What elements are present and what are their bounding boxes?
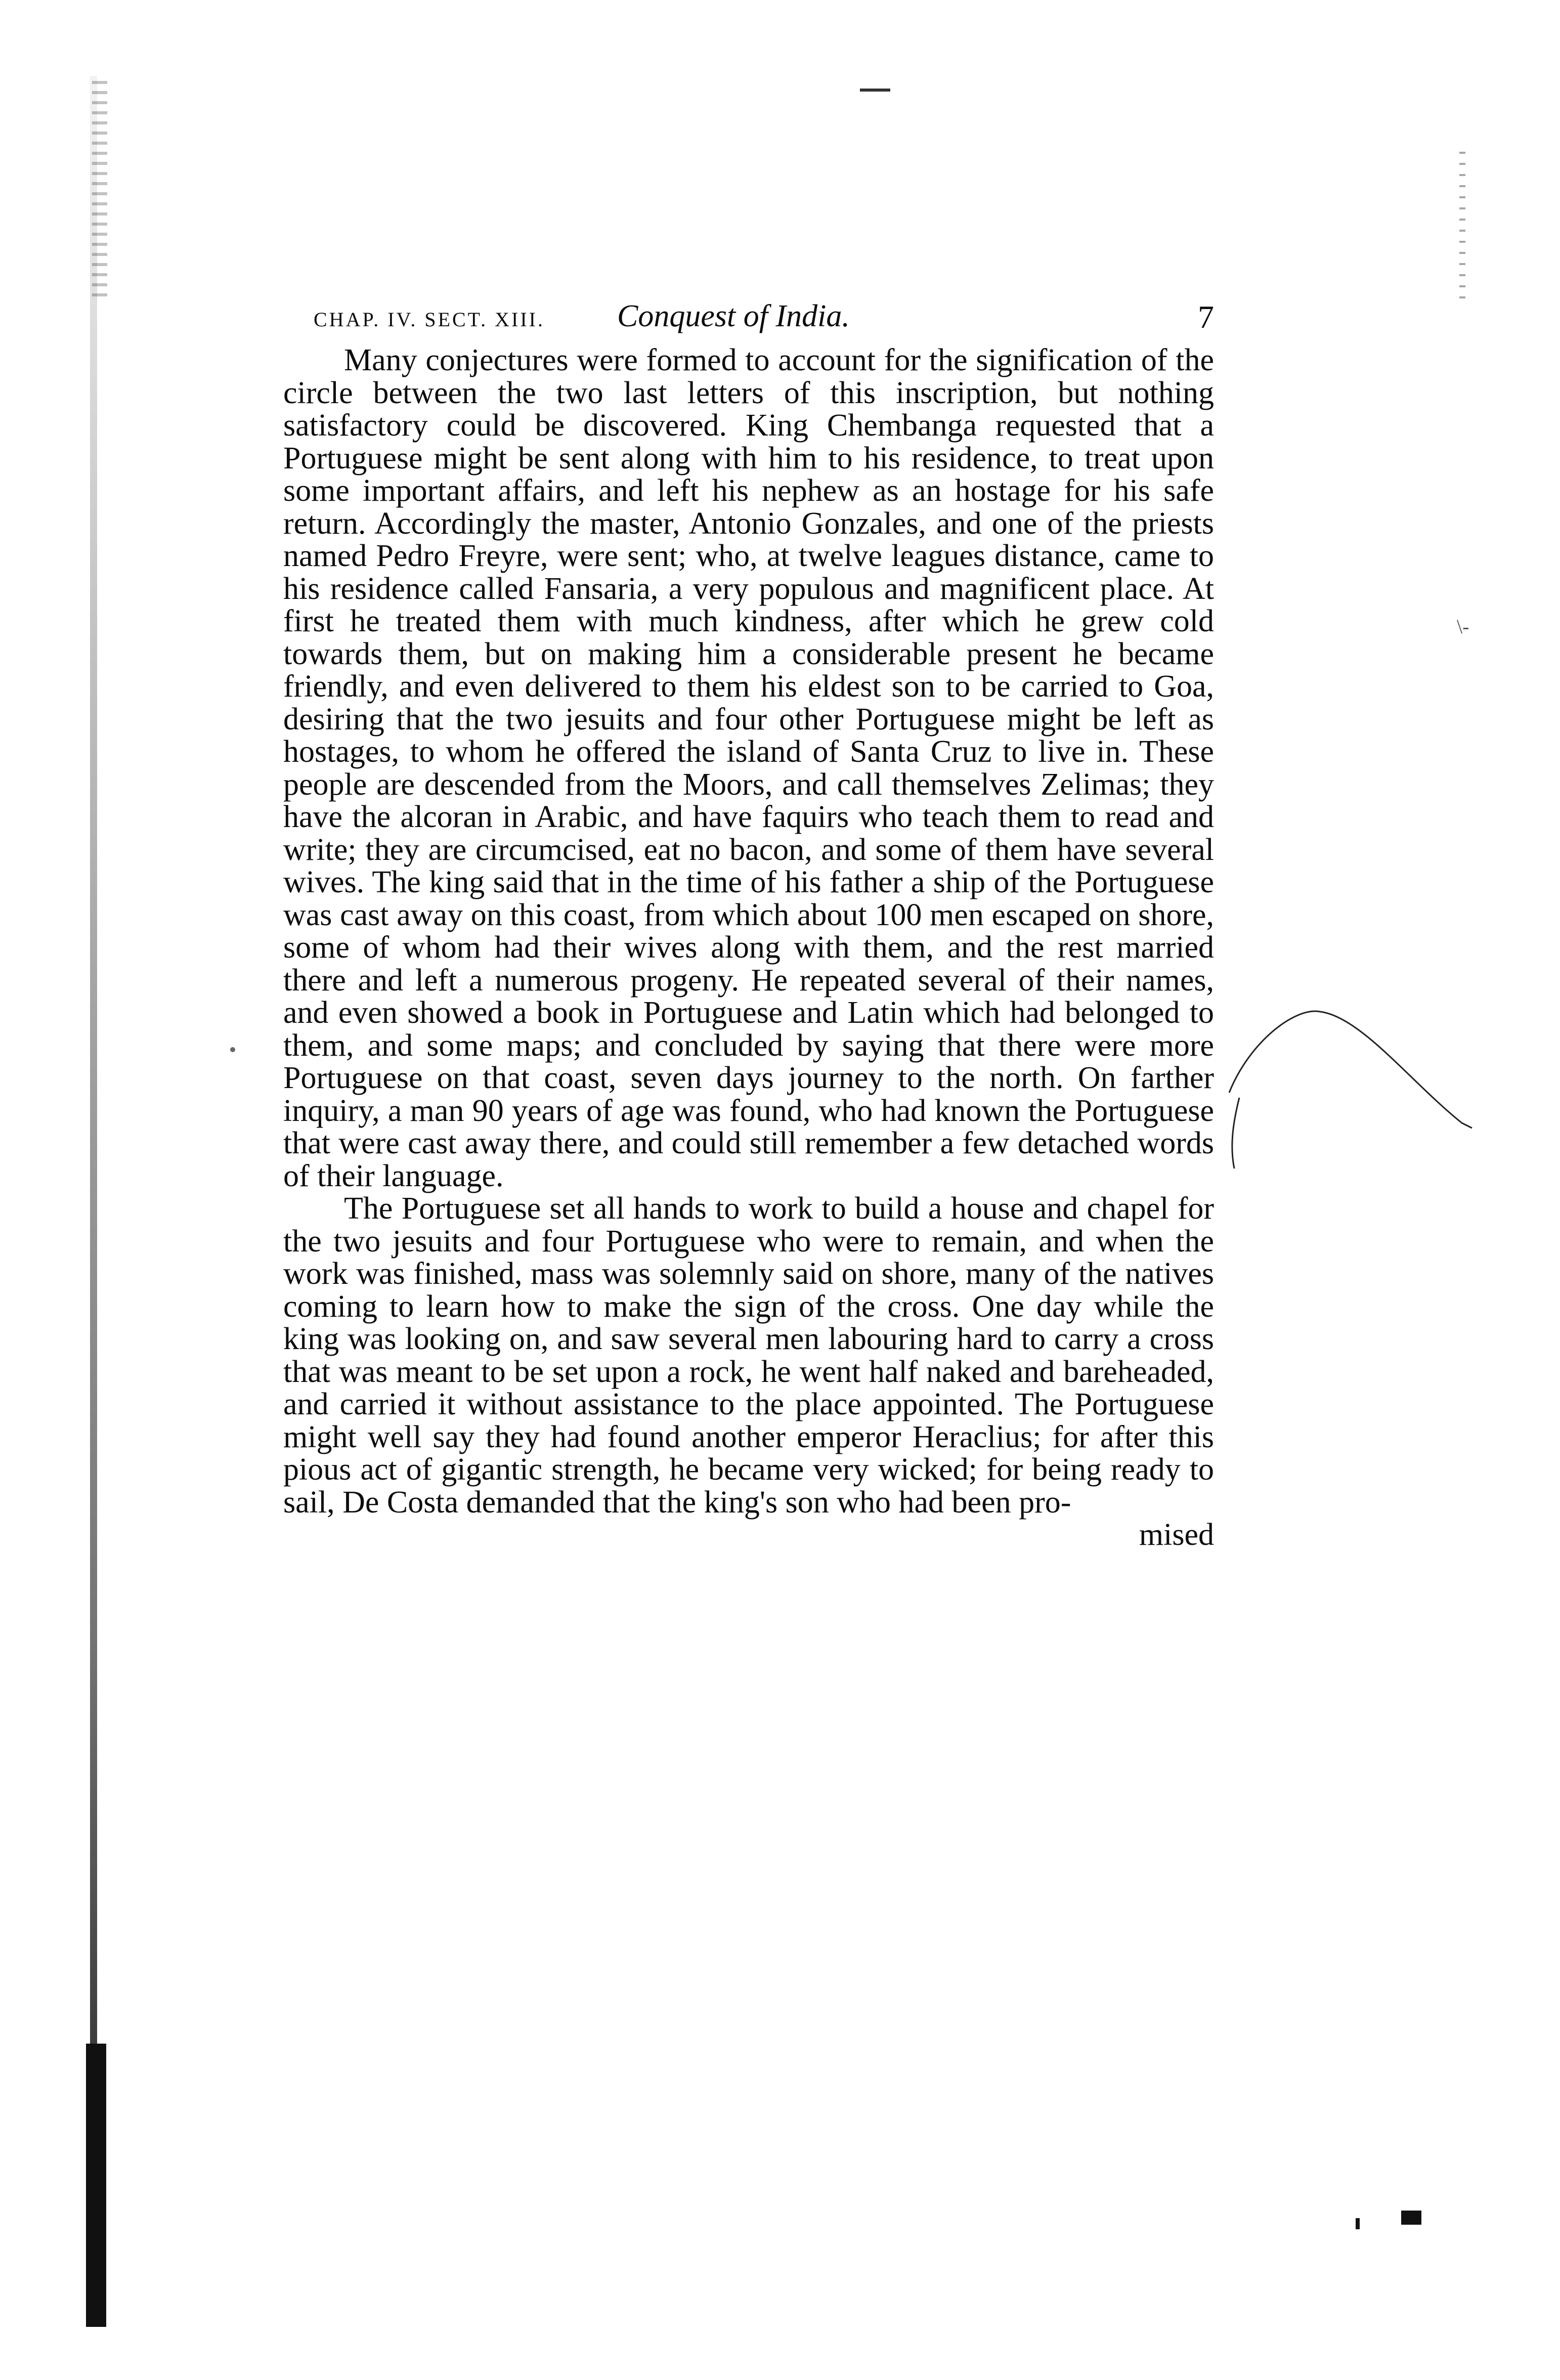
top-scan-mark: [860, 89, 890, 92]
paragraph: The Portuguese set all hands to work to build a house and chapel for the two jesuits and four Portuguese who were to remain, and when the work was finished, mass was solemnly said on shore, many of the natives coming to learn how to make the sign of the cross. One day while the king was looking on, and saw several men labouring hard to carry a cross that was meant to be set upon a rock, he went half naked and bareheaded, and carried it without assistance to the place appointed. The Portuguese might well say they had found another emperor Heraclius; for after this pious act of gigantic strength, he became very wicked; for being ready to sail, De Costa demanded that the king's son who had been pro-: [283, 1191, 1214, 1520]
margin-bracket-annotation: [1219, 1002, 1482, 1204]
running-head-title: Conquest of India.: [617, 299, 850, 333]
catchword: mised: [1139, 1518, 1214, 1552]
page-number: 7: [1198, 299, 1214, 335]
page-header: [283, 298, 1214, 344]
bottom-scan-mark: [1401, 2211, 1421, 2225]
right-edge-specks: [1459, 152, 1465, 304]
paragraph: Many conjectures were formed to account for the signification of the circle between the two last letters of this inscription, but nothing satisfactory could be discovered. King Chembanga requested that a Portuguese might be sent along with him to his residence, to treat upon some important affairs, and left his nephew as an hostage for his safe return. Accordingly the master, Antonio Gonzales, and one of the priests named Pedro Freyre, were sent; who, at twelve leagues distance, came to his residence called Fansaria, a very populous and magnificent place. At first he treated them with much kindness, after which he grew cold towards them, but on making him a considerable present he became friendly, and even delivered to them his eldest son to be carried to Goa, desiring that the two jesuits and four other Portuguese might be left as hostages, to whom he offered the island of Santa Cruz to live in. These people are descended from the Moors, and call themselves Zelimas; they have the alcoran in Arabic, and have faquirs who teach them to read and write; they are circumcised, eat no bacon, and some of them have several wives. The king said that in the time of his father a ship of the Portuguese was cast away on this coast, from which about 100 men escaped on shore, some of whom had their wives along with them, and the rest married there and left a numerous progeny. He repeated several of their names, and even showed a book in Portuguese and Latin which had belonged to them, and some maps; and concluded by saying that there were more Portuguese on that coast, seven days journey to the north. On farther inquiry, a man 90 years of age was found, who had known the Portuguese that were cast away there, and could still remember a few detached words of their language.: [283, 343, 1214, 1193]
binding-shadow-bottom: [86, 2044, 106, 2327]
binding-shadow-top: [92, 81, 107, 304]
binding-shadow: [90, 76, 97, 2312]
running-head-chapter: CHAP. IV. SECT. XIII.: [314, 308, 545, 331]
margin-dot: [230, 1047, 235, 1052]
book-page: [283, 298, 1214, 1551]
margin-tick-mark: \-: [1457, 615, 1469, 638]
body-text: [283, 344, 1214, 1551]
bottom-scan-mark-small: [1356, 2218, 1360, 2229]
